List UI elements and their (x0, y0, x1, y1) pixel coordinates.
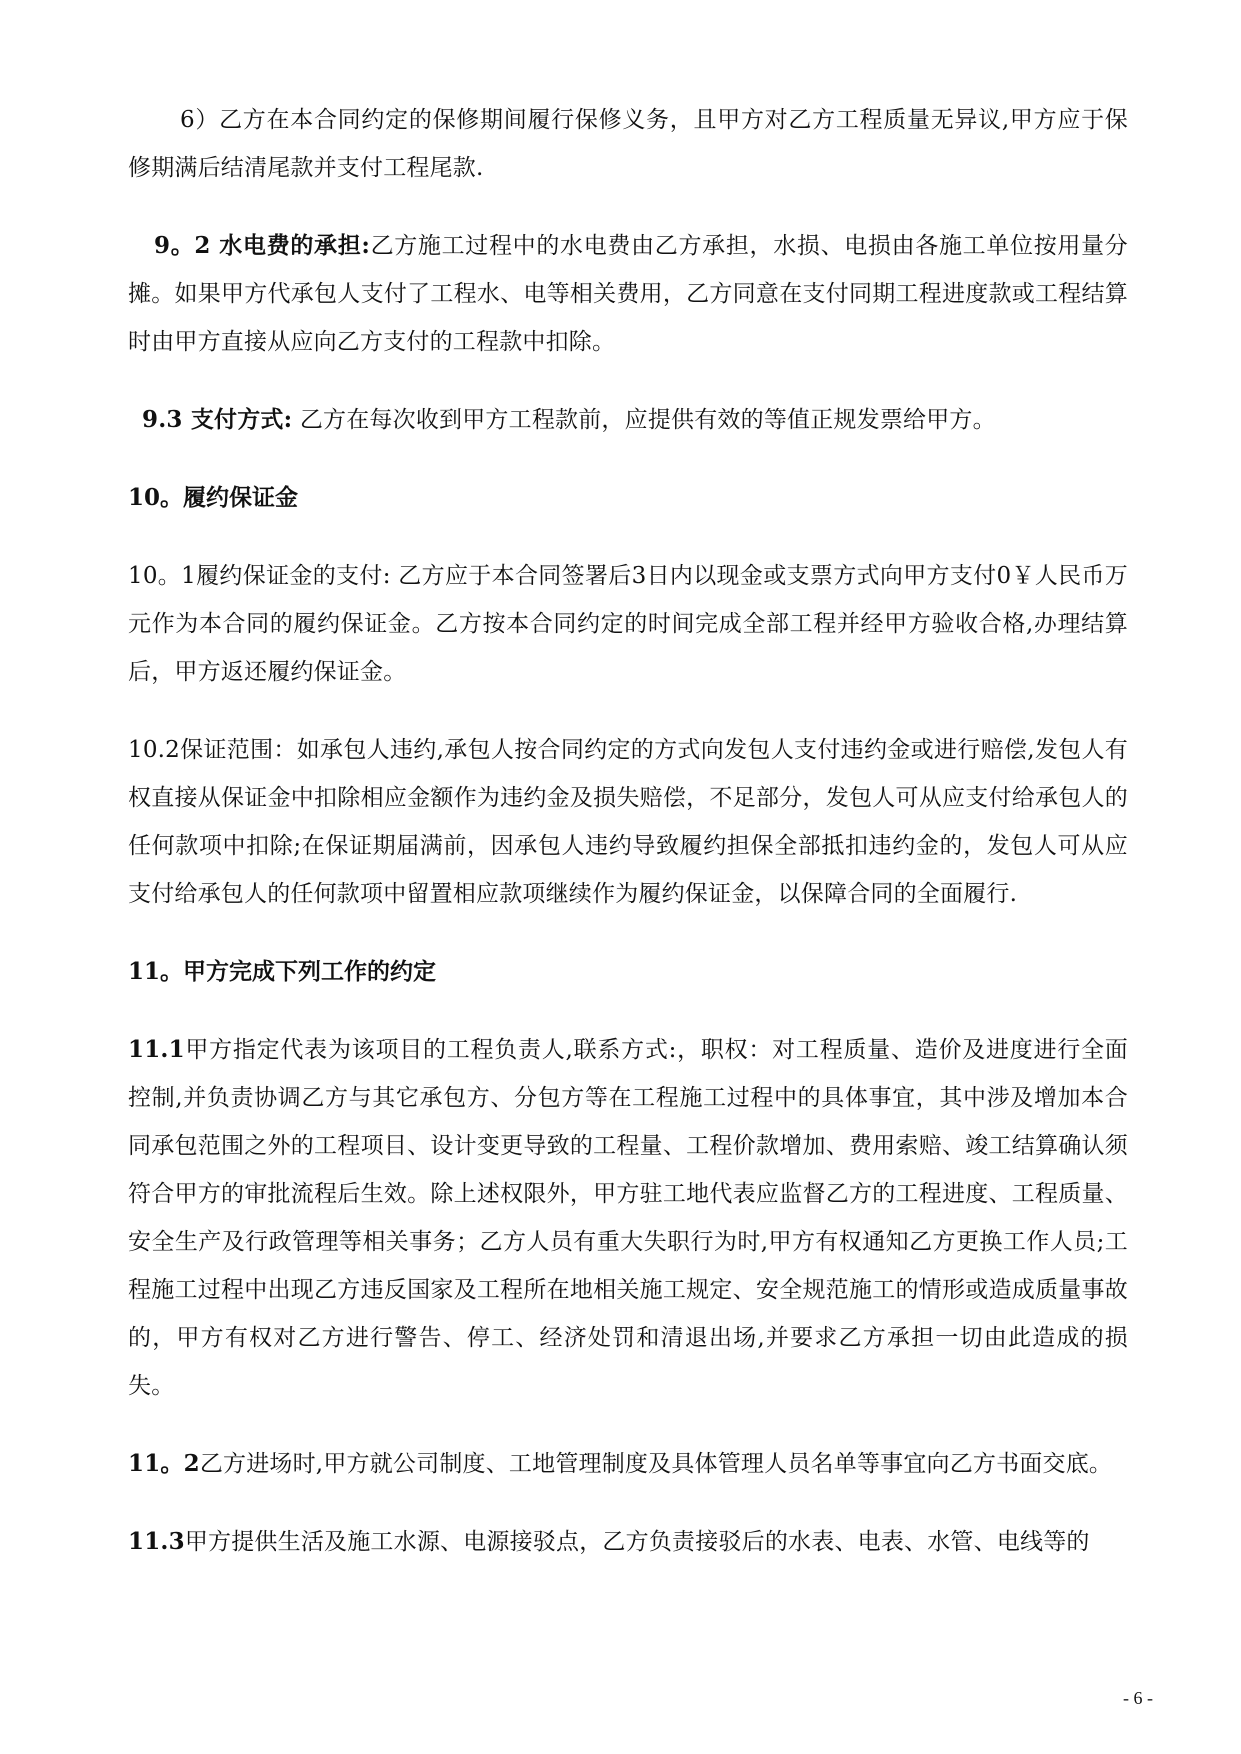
clause-body: 甲方提供生活及施工水源、电源接驳点，乙方负责接驳后的水表、电表、水管、电线等的 (184, 1529, 1090, 1555)
paragraph-bond-payment: 10。1履约保证金的支付: 乙方应于本合同签署后3日内以现金或支票方式向甲方支付0￥人民币万元作为本合同的履约保证金。乙方按本合同约定的时间完成全部工程并经甲方验收合格,办理结算后，甲方返还履约保证金。 (128, 563, 1128, 685)
clause-body: 乙方进场时,甲方就公司制度、工地管理制度及具体管理人员名单等事宜向乙方书面交底。 (199, 1451, 1113, 1477)
clause-label: 11。2 (128, 1450, 200, 1477)
paragraph-water-power-supply (128, 1518, 1128, 1566)
page-number: - 6 - (1123, 1688, 1153, 1708)
section-heading-11: 11。甲方完成下列工作的约定 (128, 958, 437, 985)
paragraph-warranty-payment: 6）乙方在本合同约定的保修期间履行保修义务，且甲方对乙方工程质量无异议,甲方应于保修期满后结清尾款并支付工程尾款. (128, 107, 1128, 181)
paragraph-onsite-briefing (128, 1440, 1128, 1488)
clause-label: 11.3 (128, 1528, 185, 1555)
paragraph-owner-representative (128, 1026, 1128, 1410)
clause-body: 乙方在每次收到甲方工程款前，应提供有效的等值正规发票给甲方。 (292, 407, 996, 433)
clause-label: 9。2 水电费的承担: (154, 232, 371, 259)
document-page (128, 96, 1128, 1596)
paragraph-payment-method (128, 396, 1128, 444)
paragraph-bond-scope: 10.2保证范围：如承包人违约,承包人按合同约定的方式向发包人支付违约金或进行赔偿,发包人有权直接从保证金中扣除相应金额作为违约金及损失赔偿，不足部分，发包人可从应支付给承包人的任何款项中扣除;在保证期届满前，因承包人违约导致履约担保全部抵扣违约金的，发包人可从应支付给承包人的任何款项中留置相应款项继续作为履约保证金，以保障合同的全面履行. (128, 737, 1128, 907)
clause-label: 9.3 支付方式: (142, 406, 293, 433)
paragraph-utility-fees (128, 222, 1128, 366)
clause-label: 11.1 (128, 1036, 185, 1063)
section-heading-10: 10。履约保证金 (128, 484, 299, 511)
clause-body: 乙方施工过程中的水电费由乙方承担，水损、电损由各施工单位按用量分摊。如果甲方代承包人支付了工程水、电等相关费用，乙方同意在支付同期工程进度款或工程结算时由甲方直接从应向乙方支付的工程款中扣除。 (128, 233, 1128, 355)
clause-body: 甲方指定代表为该项目的工程负责人,联系方式:，职权：对工程质量、造价及进度进行全面控制,并负责协调乙方与其它承包方、分包方等在工程施工过程中的具体事宜，其中涉及增加本合同承包范围之外的工程项目、设计变更导致的工程量、工程价款增加、费用索赔、竣工结算确认须符合甲方的审批流程后生效。除上述权限外，甲方驻工地代表应监督乙方的工程进度、工程质量、安全生产及行政管理等相关事务；乙方人员有重大失职行为时,甲方有权通知乙方更换工作人员;工程施工过程中出现乙方违反国家及工程所在地相关施工规定、安全规范施工的情形或造成质量事故的，甲方有权对乙方进行警告、停工、经济处罚和清退出场,并要求乙方承担一切由此造成的损失。 (128, 1037, 1128, 1399)
